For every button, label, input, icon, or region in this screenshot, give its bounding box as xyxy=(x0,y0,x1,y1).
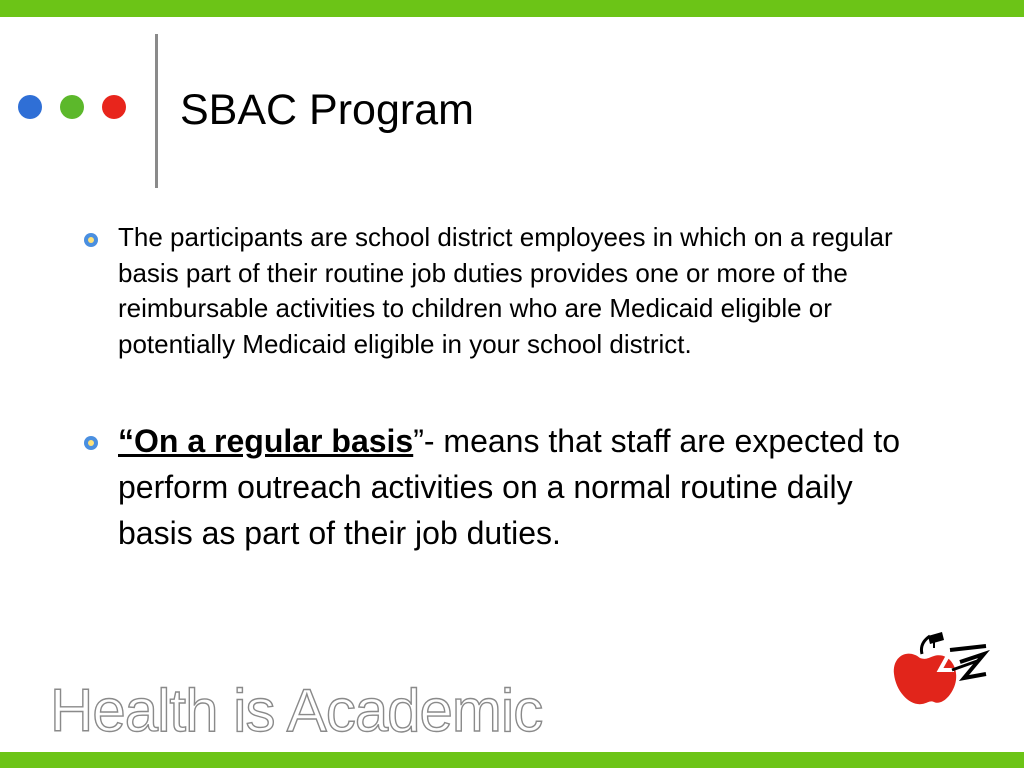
bullet-text: The participants are school district employees in which on a regular basis part of their routine job duties provides one or more of the reimbursable activities to children who are Medicaid eligible or potentially Medicaid eligible in your school district. xyxy=(118,222,893,359)
slide-title: SBAC Program xyxy=(180,86,474,134)
title-divider xyxy=(155,34,158,188)
green-dot-icon xyxy=(60,95,84,119)
apple-logo-icon xyxy=(890,630,990,710)
bullet-list xyxy=(84,220,914,556)
defined-term: “On a regular basis xyxy=(118,423,414,459)
bullet-icon xyxy=(84,233,98,247)
bullet-text xyxy=(118,418,914,556)
definition-text: ”- means that staff are expected to perform outreach activities on a normal routine daily basis as part of their job duties. xyxy=(118,423,900,551)
top-accent-bar xyxy=(0,0,1024,17)
footer-brand-text: Health is Academic xyxy=(50,677,543,744)
bullet-item-regular-basis xyxy=(84,418,914,556)
blue-dot-icon xyxy=(18,95,42,119)
bullet-item-participants xyxy=(84,220,914,362)
bottom-accent-bar xyxy=(0,752,1024,768)
bullet-icon xyxy=(84,436,98,450)
red-dot-icon xyxy=(102,95,126,119)
